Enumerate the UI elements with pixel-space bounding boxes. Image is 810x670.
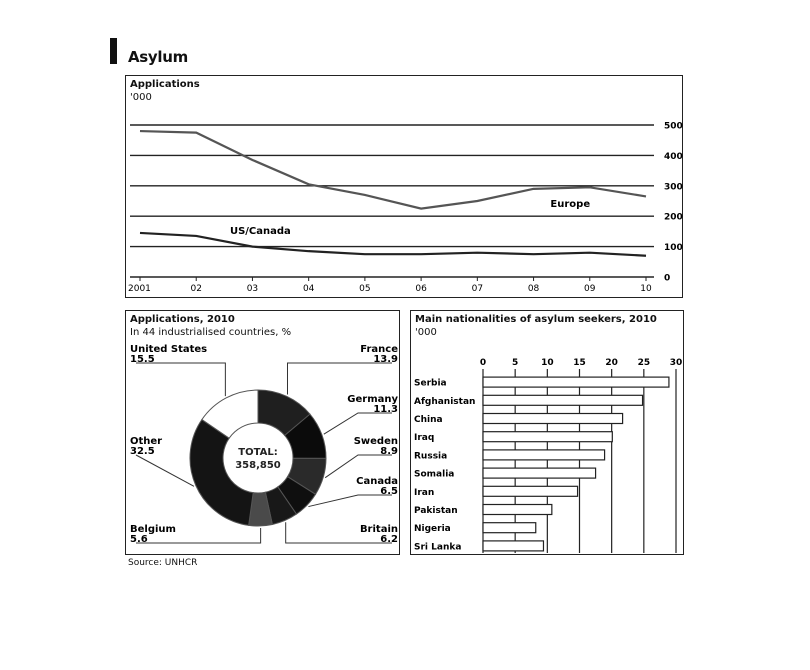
pie-leader-line (136, 455, 194, 486)
bar-category-label: Somalia (414, 469, 455, 480)
pie-chart-subtitle: In 44 industrialised countries, % (130, 327, 292, 338)
source-note: Source: UNHCR (128, 558, 198, 568)
pie-chart-panel (125, 310, 400, 555)
line-chart (126, 76, 684, 299)
x-tick-label: 0 (479, 358, 487, 368)
y-tick-label: 100 (664, 243, 683, 254)
x-tick-label: 03 (246, 284, 259, 294)
y-tick-label: 500 (664, 121, 683, 132)
pie-callout-value: 8.9 (380, 446, 398, 457)
pie-callout-name: Other (130, 436, 163, 447)
series-line-us-canada (140, 233, 646, 256)
x-tick-label: 04 (302, 284, 315, 294)
x-tick-label: 02 (190, 284, 202, 294)
pie-callout-name: United States (130, 344, 208, 355)
bar-category-label: Iran (414, 487, 435, 498)
x-tick-label: 07 (471, 284, 484, 294)
series-label-us-canada: US/Canada (229, 225, 291, 237)
bar-category-label: Serbia (414, 378, 447, 389)
bar-category-label: Iraq (414, 433, 435, 444)
bar-nigeria (483, 523, 536, 533)
x-tick-label: 2001 (128, 284, 151, 294)
series-label-europe: Europe (550, 198, 591, 210)
pie-callout-value: 5.6 (130, 534, 148, 545)
bar-iran (483, 486, 578, 496)
x-tick-label: 15 (573, 358, 586, 368)
line-chart-panel (125, 75, 683, 298)
bar-russia (483, 450, 605, 460)
line-chart-unit: '000 (130, 92, 152, 103)
y-tick-label: 200 (664, 212, 683, 223)
bar-chart (411, 311, 685, 556)
bar-sri-lanka (483, 541, 543, 551)
pie-callout-name: Sweden (353, 436, 398, 447)
x-tick-label: 08 (527, 284, 540, 294)
pie-callout-name: Belgium (130, 524, 176, 535)
bar-category-label: Nigeria (414, 524, 451, 535)
bar-serbia (483, 377, 669, 387)
bar-afghanistan (483, 395, 643, 405)
pie-callout-value: 13.9 (373, 354, 398, 365)
x-tick-label: 30 (669, 358, 683, 368)
bar-category-label: Russia (414, 451, 448, 462)
x-tick-label: 09 (584, 284, 596, 294)
bar-pakistan (483, 505, 552, 515)
pie-callout-value: 32.5 (130, 446, 155, 457)
x-tick-label: 20 (605, 358, 618, 368)
pie-leader-line (136, 363, 225, 396)
bar-somalia (483, 468, 596, 478)
page-title: Asylum (128, 48, 188, 66)
bar-category-label: Afghanistan (414, 396, 476, 407)
pie-callout-value: 6.5 (380, 486, 398, 497)
x-tick-label: 05 (359, 284, 371, 294)
bar-category-label: China (414, 415, 443, 425)
pie-callout-name: France (360, 344, 398, 355)
pie-leader-line (325, 455, 392, 478)
bar-chart-unit: '000 (415, 327, 437, 338)
pie-leader-line (287, 363, 392, 395)
bar-chart-panel (410, 310, 684, 555)
title-accent-bar (110, 38, 117, 64)
x-tick-label: 25 (637, 358, 651, 368)
pie-callout-value: 6.2 (380, 534, 398, 545)
x-tick-label: 5 (512, 358, 519, 368)
pie-callout-value: 11.3 (373, 404, 398, 415)
series-line-europe (140, 131, 646, 209)
pie-total-value: 358,850 (235, 460, 281, 471)
pie-callout-name: Germany (347, 394, 398, 405)
bar-category-label: Sri Lanka (414, 542, 462, 553)
y-tick-label: 300 (664, 182, 683, 193)
pie-callout-name: Canada (356, 476, 398, 487)
pie-callout-name: Britain (359, 524, 398, 535)
pie-leader-line (324, 413, 392, 434)
bar-china (483, 414, 623, 424)
bar-iraq (483, 432, 612, 442)
x-tick-label: 06 (415, 284, 427, 294)
y-tick-label: 0 (664, 273, 671, 284)
x-tick-label: 10 (541, 358, 554, 368)
pie-slice-other (190, 420, 253, 526)
bar-category-label: Pakistan (414, 506, 458, 516)
x-tick-label: 10 (640, 284, 652, 294)
line-chart-title: Applications (130, 79, 200, 90)
pie-callout-value: 15.5 (130, 354, 155, 365)
pie-total-label: TOTAL: (238, 447, 278, 458)
pie-chart-title: Applications, 2010 (130, 314, 235, 325)
pie-chart (126, 311, 401, 556)
y-tick-label: 400 (664, 151, 683, 162)
bar-chart-title: Main nationalities of asylum seekers, 2010 (415, 314, 657, 325)
